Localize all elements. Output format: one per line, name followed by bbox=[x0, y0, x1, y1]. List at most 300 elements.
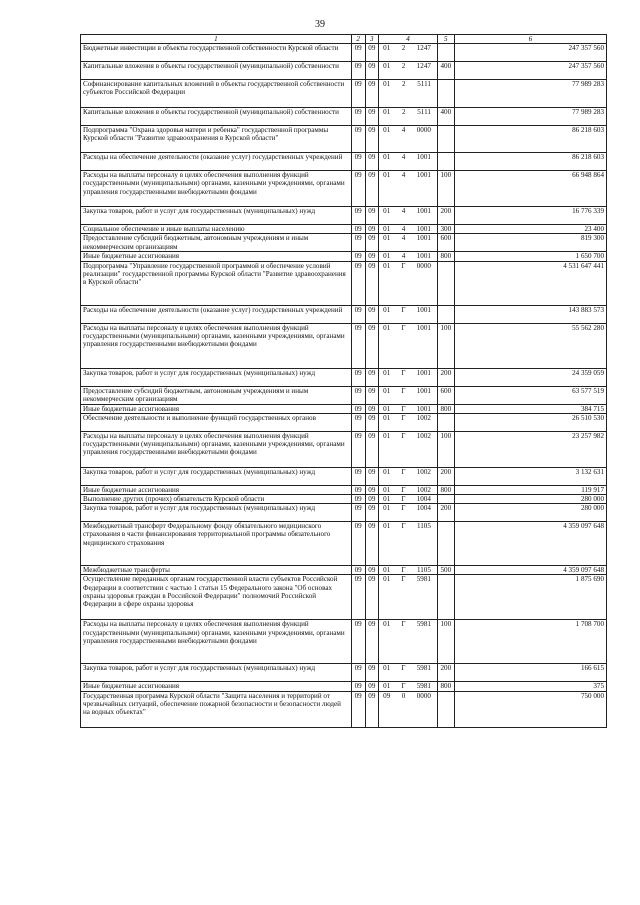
row-code-4-s: Г bbox=[401, 485, 406, 494]
row-code-4 bbox=[379, 620, 438, 664]
row-code-4-s: Г bbox=[401, 467, 406, 476]
row-code-4-p: 01 bbox=[383, 566, 391, 575]
row-code-5 bbox=[437, 522, 454, 566]
row-code-4 bbox=[379, 485, 438, 494]
row-code-4-n: 1002 bbox=[416, 485, 431, 494]
row-name: Иные бюджетные ассигнования bbox=[81, 682, 352, 691]
row-code-4 bbox=[379, 153, 438, 171]
row-code-4-n: 1002 bbox=[416, 413, 431, 422]
row-code-4-n: 5981 bbox=[416, 664, 431, 673]
row-code-5: 800 bbox=[437, 252, 454, 261]
row-name: Закупка товаров, работ и услуг для государственных (муниципальных) нужд bbox=[81, 664, 352, 682]
row-name: Государственная программа Курской области "Защита населения и территорий от чрезвычайных ситуаций, обеспечение пожарной безопасности и безопасности людей на водных объектах" bbox=[81, 691, 352, 727]
row-code-3: 09 bbox=[365, 664, 379, 682]
row-code-2: 09 bbox=[351, 62, 365, 80]
table-row bbox=[81, 504, 607, 522]
row-amount: 247 357 560 bbox=[454, 62, 606, 80]
row-amount: 4 531 647 441 bbox=[454, 261, 606, 305]
row-code-2: 09 bbox=[351, 108, 365, 126]
row-code-4-s: 4 bbox=[401, 207, 406, 216]
row-code-4-n: 1002 bbox=[416, 431, 431, 440]
row-code-2: 09 bbox=[351, 80, 365, 108]
row-amount: 4 359 097 648 bbox=[454, 522, 606, 566]
row-code-4-n: 1004 bbox=[416, 495, 431, 504]
row-code-5: 500 bbox=[437, 566, 454, 575]
row-code-4 bbox=[379, 108, 438, 126]
table-row bbox=[81, 485, 607, 494]
row-amount: 1 708 700 bbox=[454, 620, 606, 664]
row-code-4-n: 1001 bbox=[416, 225, 431, 234]
row-code-2: 09 bbox=[351, 225, 365, 234]
row-code-4-s: 2 bbox=[401, 62, 406, 71]
table-row bbox=[81, 153, 607, 171]
row-code-3: 09 bbox=[365, 44, 379, 62]
row-code-4 bbox=[379, 44, 438, 62]
header-col-5: 5 bbox=[437, 35, 454, 44]
row-name: Подпрограмма "Охрана здоровья матери и ребенка" государственной программы Курской области "Развитие здравоохранения в Курской области" bbox=[81, 126, 352, 153]
row-amount: 77 989 283 bbox=[454, 80, 606, 108]
row-code-4-n: 1001 bbox=[416, 368, 431, 377]
row-name: Предоставление субсидий бюджетным, автономным учреждениям и иным некоммерческим организациям bbox=[81, 386, 352, 404]
table-row bbox=[81, 620, 607, 664]
row-code-2: 09 bbox=[351, 467, 365, 485]
row-code-3: 09 bbox=[365, 108, 379, 126]
row-name: Капитальные вложения в объекты государственной (муниципальной) собственности bbox=[81, 62, 352, 80]
row-name: Иные бюджетные ассигнования bbox=[81, 485, 352, 494]
row-code-3: 09 bbox=[365, 171, 379, 207]
row-code-4-n: 5111 bbox=[417, 80, 431, 89]
row-code-4 bbox=[379, 171, 438, 207]
row-amount: 16 776 339 bbox=[454, 207, 606, 225]
row-code-4-s: 4 bbox=[401, 234, 406, 243]
row-code-3: 09 bbox=[365, 504, 379, 522]
row-code-4-n: 1001 bbox=[416, 386, 431, 395]
row-code-4-p: 01 bbox=[383, 431, 391, 440]
row-name: Осуществление переданных органам государственной власти субъектов Российской Федерации в соответствии с частью 1 статьи 15 Федерального закона "Об основах охраны здоровья граждан в Российской Федерации" полномочий Российской Федерации в сфере охраны здоровья bbox=[81, 575, 352, 620]
row-code-4-p: 01 bbox=[383, 252, 391, 261]
row-name: Закупка товаров, работ и услуг для государственных (муниципальных) нужд bbox=[81, 504, 352, 522]
row-code-4-n: 1247 bbox=[416, 62, 431, 71]
row-code-4-n: 1001 bbox=[416, 305, 431, 314]
table-row bbox=[81, 522, 607, 566]
row-code-4-p: 01 bbox=[383, 153, 391, 162]
row-code-4-p: 01 bbox=[383, 80, 391, 89]
row-code-4-p: 01 bbox=[383, 234, 391, 243]
row-amount: 66 948 864 bbox=[454, 171, 606, 207]
table-row bbox=[81, 62, 607, 80]
row-code-4 bbox=[379, 386, 438, 404]
table-row bbox=[81, 404, 607, 413]
row-amount: 247 357 560 bbox=[454, 44, 606, 62]
row-name: Подпрограмма "Управление государственной программой и обеспечение условий реализации" государственной программы Курской области "Развитие здравоохранения в Курской области" bbox=[81, 261, 352, 305]
row-code-4-p: 01 bbox=[383, 108, 391, 117]
row-code-5: 400 bbox=[437, 62, 454, 80]
row-code-4-s: Г bbox=[401, 261, 406, 270]
row-code-4-p: 01 bbox=[383, 404, 391, 413]
row-code-3: 09 bbox=[365, 252, 379, 261]
table-row bbox=[81, 682, 607, 691]
row-name: Обеспечение деятельности и выполнение функций государственных органов bbox=[81, 413, 352, 431]
row-code-2: 09 bbox=[351, 207, 365, 225]
row-code-4 bbox=[379, 234, 438, 252]
row-code-5: 100 bbox=[437, 620, 454, 664]
row-code-2: 09 bbox=[351, 126, 365, 153]
table-row bbox=[81, 495, 607, 504]
row-code-4-s: Г bbox=[401, 575, 406, 584]
table-row bbox=[81, 225, 607, 234]
row-code-4 bbox=[379, 404, 438, 413]
row-code-4-n: 0000 bbox=[416, 261, 431, 270]
row-name: Иные бюджетные ассигнования bbox=[81, 252, 352, 261]
row-code-4-n: 1001 bbox=[416, 234, 431, 243]
row-code-4-p: 01 bbox=[383, 305, 391, 314]
row-code-2: 09 bbox=[351, 495, 365, 504]
row-code-4 bbox=[379, 62, 438, 80]
table-row bbox=[81, 323, 607, 368]
row-code-2: 09 bbox=[351, 44, 365, 62]
row-code-4 bbox=[379, 305, 438, 323]
row-code-4 bbox=[379, 413, 438, 431]
row-amount: 3 132 631 bbox=[454, 467, 606, 485]
table-row bbox=[81, 80, 607, 108]
row-code-5: 600 bbox=[437, 386, 454, 404]
row-code-2: 09 bbox=[351, 566, 365, 575]
row-code-4-p: 01 bbox=[383, 467, 391, 476]
row-code-2: 09 bbox=[351, 153, 365, 171]
table-row bbox=[81, 171, 607, 207]
row-code-3: 09 bbox=[365, 431, 379, 467]
row-code-4-p: 01 bbox=[383, 171, 391, 180]
row-code-4-p: 01 bbox=[383, 664, 391, 673]
row-name: Межбюджетные трансферты bbox=[81, 566, 352, 575]
row-code-5: 100 bbox=[437, 171, 454, 207]
row-code-5: 300 bbox=[437, 225, 454, 234]
row-code-2: 09 bbox=[351, 431, 365, 467]
row-code-2: 09 bbox=[351, 386, 365, 404]
row-amount: 750 000 bbox=[454, 691, 606, 727]
row-code-4-s: 2 bbox=[401, 108, 406, 117]
row-code-3: 09 bbox=[365, 682, 379, 691]
row-code-4-p: 01 bbox=[383, 495, 391, 504]
row-code-3: 09 bbox=[365, 368, 379, 386]
row-code-5 bbox=[437, 575, 454, 620]
row-amount: 384 715 bbox=[454, 404, 606, 413]
row-code-3: 09 bbox=[365, 261, 379, 305]
row-name: Бюджетные инвестиции в объекты государственной собственности Курской области bbox=[81, 44, 352, 62]
row-code-4-p: 01 bbox=[383, 504, 391, 513]
row-code-3: 09 bbox=[365, 575, 379, 620]
row-code-3: 09 bbox=[365, 495, 379, 504]
row-code-4-n: 1004 bbox=[416, 504, 431, 513]
row-amount: 23 257 982 bbox=[454, 431, 606, 467]
row-code-5: 200 bbox=[437, 207, 454, 225]
row-amount: 1 875 690 bbox=[454, 575, 606, 620]
row-code-2: 09 bbox=[351, 485, 365, 494]
row-code-2: 09 bbox=[351, 404, 365, 413]
row-code-4 bbox=[379, 504, 438, 522]
row-code-2: 09 bbox=[351, 171, 365, 207]
row-code-4-s: 2 bbox=[401, 80, 406, 89]
row-code-2: 09 bbox=[351, 575, 365, 620]
table-row bbox=[81, 234, 607, 252]
row-amount: 280 000 bbox=[454, 495, 606, 504]
row-code-4-n: 1001 bbox=[416, 404, 431, 413]
row-name: Расходы на выплаты персоналу в целях обеспечения выполнения функций государственными (муниципальными) органами, казенными учреждениями, органами управления государственными внебюджетными фондами bbox=[81, 323, 352, 368]
row-code-5 bbox=[437, 80, 454, 108]
row-code-3: 09 bbox=[365, 305, 379, 323]
table-row bbox=[81, 386, 607, 404]
row-code-4-s: 4 bbox=[401, 252, 406, 261]
row-code-4-p: 01 bbox=[383, 126, 391, 135]
row-code-3: 09 bbox=[365, 153, 379, 171]
header-col-6: 6 bbox=[454, 35, 606, 44]
row-code-4 bbox=[379, 682, 438, 691]
row-code-4-s: Г bbox=[401, 431, 406, 440]
row-code-4-n: 5111 bbox=[417, 108, 431, 117]
row-code-4-s: Г bbox=[401, 620, 406, 629]
row-code-4-s: 4 bbox=[401, 225, 406, 234]
row-code-3: 09 bbox=[365, 566, 379, 575]
row-code-5: 400 bbox=[437, 108, 454, 126]
row-code-4 bbox=[379, 495, 438, 504]
table-row bbox=[81, 108, 607, 126]
row-code-4-s: 4 bbox=[401, 153, 406, 162]
table-row bbox=[81, 413, 607, 431]
table-body bbox=[81, 44, 607, 727]
row-code-4-p: 01 bbox=[383, 323, 391, 332]
row-code-5: 200 bbox=[437, 368, 454, 386]
row-name: Расходы на выплаты персоналу в целях обеспечения выполнения функций государственными (муниципальными) органами, казенными учреждениями, органами управления государственными внебюджетными фондами bbox=[81, 171, 352, 207]
row-code-5: 800 bbox=[437, 682, 454, 691]
row-code-2: 09 bbox=[351, 682, 365, 691]
row-code-4-p: 01 bbox=[383, 261, 391, 270]
row-code-2: 09 bbox=[351, 261, 365, 305]
row-amount: 375 bbox=[454, 682, 606, 691]
row-code-5 bbox=[437, 691, 454, 727]
row-code-3: 09 bbox=[365, 323, 379, 368]
row-code-5: 800 bbox=[437, 404, 454, 413]
row-code-4 bbox=[379, 261, 438, 305]
row-code-4 bbox=[379, 664, 438, 682]
row-code-4-p: 01 bbox=[383, 62, 391, 71]
row-code-5 bbox=[437, 44, 454, 62]
row-amount: 63 577 519 bbox=[454, 386, 606, 404]
table-row bbox=[81, 126, 607, 153]
row-code-4 bbox=[379, 691, 438, 727]
row-code-4-s: Г bbox=[401, 368, 406, 377]
row-name: Расходы на выплаты персоналу в целях обеспечения выполнения функций государственными (муниципальными) органами, казенными учреждениями, органами управления государственными внебюджетными фондами bbox=[81, 620, 352, 664]
row-code-3: 09 bbox=[365, 386, 379, 404]
row-code-2: 09 bbox=[351, 368, 365, 386]
row-name: Расходы на обеспечение деятельности (оказание услуг) государственных учреждений bbox=[81, 153, 352, 171]
row-code-2: 09 bbox=[351, 691, 365, 727]
row-code-4 bbox=[379, 467, 438, 485]
row-code-4 bbox=[379, 522, 438, 566]
row-code-3: 09 bbox=[365, 126, 379, 153]
row-amount: 280 000 bbox=[454, 504, 606, 522]
row-code-5 bbox=[437, 126, 454, 153]
row-code-5 bbox=[437, 153, 454, 171]
row-amount: 77 989 283 bbox=[454, 108, 606, 126]
table-row bbox=[81, 252, 607, 261]
row-code-2: 09 bbox=[351, 305, 365, 323]
table-row bbox=[81, 368, 607, 386]
row-code-4-n: 1001 bbox=[416, 323, 431, 332]
budget-table bbox=[80, 34, 607, 728]
row-amount: 86 218 603 bbox=[454, 153, 606, 171]
row-code-4-p: 01 bbox=[383, 368, 391, 377]
row-code-4 bbox=[379, 566, 438, 575]
row-code-4 bbox=[379, 252, 438, 261]
row-code-4 bbox=[379, 368, 438, 386]
row-amount: 1 650 700 bbox=[454, 252, 606, 261]
row-code-4-n: 1001 bbox=[416, 153, 431, 162]
table-row bbox=[81, 691, 607, 727]
row-code-4-n: 0000 bbox=[416, 126, 431, 135]
row-code-3: 09 bbox=[365, 467, 379, 485]
row-code-5: 200 bbox=[437, 504, 454, 522]
row-code-4 bbox=[379, 225, 438, 234]
row-code-2: 09 bbox=[351, 522, 365, 566]
row-code-5 bbox=[437, 495, 454, 504]
row-code-4 bbox=[379, 431, 438, 467]
row-name: Закупка товаров, работ и услуг для государственных (муниципальных) нужд bbox=[81, 467, 352, 485]
row-code-4-s: Г bbox=[401, 305, 406, 314]
row-code-4-p: 01 bbox=[383, 207, 391, 216]
table-row bbox=[81, 664, 607, 682]
row-code-4-p: 01 bbox=[383, 44, 391, 53]
row-name: Расходы на выплаты персоналу в целях обеспечения выполнения функций государственными (муниципальными) органами, казенными учреждениями, органами управления государственными внебюджетными фондами bbox=[81, 431, 352, 467]
row-code-2: 09 bbox=[351, 620, 365, 664]
row-name: Софинансирование капитальных вложений в объекты государственной собственности субъектов Российской Федерации bbox=[81, 80, 352, 108]
row-name: Социальное обеспечение и иные выплаты населению bbox=[81, 225, 352, 234]
row-code-5: 100 bbox=[437, 323, 454, 368]
row-code-4-n: 1105 bbox=[416, 522, 431, 531]
row-code-2: 09 bbox=[351, 252, 365, 261]
row-code-4-s: Г bbox=[401, 504, 406, 513]
row-code-4-s: Г bbox=[401, 404, 406, 413]
row-code-4-s: Г bbox=[401, 522, 406, 531]
row-code-3: 09 bbox=[365, 62, 379, 80]
row-code-4-s: Г bbox=[401, 664, 406, 673]
row-code-2: 09 bbox=[351, 234, 365, 252]
row-code-3: 09 bbox=[365, 485, 379, 494]
row-code-5: 600 bbox=[437, 234, 454, 252]
row-amount: 26 510 530 bbox=[454, 413, 606, 431]
row-code-5 bbox=[437, 261, 454, 305]
row-code-5: 200 bbox=[437, 664, 454, 682]
table-row bbox=[81, 261, 607, 305]
row-name: Иные бюджетные ассигнования bbox=[81, 404, 352, 413]
row-code-4 bbox=[379, 80, 438, 108]
table-row bbox=[81, 467, 607, 485]
row-code-4-n: 1001 bbox=[416, 207, 431, 216]
row-name: Расходы на обеспечение деятельности (оказание услуг) государственных учреждений bbox=[81, 305, 352, 323]
row-amount: 24 359 059 bbox=[454, 368, 606, 386]
row-code-4-s: 4 bbox=[401, 171, 406, 180]
row-name: Межбюджетный трансферт Федеральному фонду обязательного медицинского страхования в части финансирования территориальной программы обязательного медицинского страхования bbox=[81, 522, 352, 566]
row-code-3: 09 bbox=[365, 234, 379, 252]
row-code-3: 09 bbox=[365, 691, 379, 727]
row-code-4-n: 0000 bbox=[416, 691, 431, 700]
row-code-4-s: Г bbox=[401, 413, 406, 422]
row-amount: 119 917 bbox=[454, 485, 606, 494]
row-code-2: 09 bbox=[351, 504, 365, 522]
row-name: Закупка товаров, работ и услуг для государственных (муниципальных) нужд bbox=[81, 207, 352, 225]
header-col-3: 3 bbox=[365, 35, 379, 44]
row-amount: 23 400 bbox=[454, 225, 606, 234]
row-code-3: 09 bbox=[365, 404, 379, 413]
row-code-4-n: 5981 bbox=[416, 620, 431, 629]
row-code-4-p: 01 bbox=[383, 386, 391, 395]
row-amount: 4 359 097 648 bbox=[454, 566, 606, 575]
table-row bbox=[81, 431, 607, 467]
row-code-3: 09 bbox=[365, 207, 379, 225]
row-code-4 bbox=[379, 575, 438, 620]
row-code-3: 09 bbox=[365, 80, 379, 108]
row-code-4-p: 01 bbox=[383, 522, 391, 531]
row-code-4-s: 4 bbox=[401, 126, 406, 135]
row-code-4 bbox=[379, 207, 438, 225]
row-code-4-p: 01 bbox=[383, 682, 391, 691]
table-row bbox=[81, 566, 607, 575]
row-code-4-p: 01 bbox=[383, 413, 391, 422]
row-code-2: 09 bbox=[351, 323, 365, 368]
row-name: Предоставление субсидий бюджетным, автономным учреждениям и иным некоммерческим организациям bbox=[81, 234, 352, 252]
row-code-4-s: Г bbox=[401, 386, 406, 395]
row-amount: 55 562 280 bbox=[454, 323, 606, 368]
row-code-4-s: Г bbox=[401, 323, 406, 332]
row-amount: 86 218 603 bbox=[454, 126, 606, 153]
row-code-4-n: 1002 bbox=[416, 467, 431, 476]
row-code-4-s: 0 bbox=[401, 691, 406, 700]
row-amount: 166 615 bbox=[454, 664, 606, 682]
table-row bbox=[81, 44, 607, 62]
row-code-5: 100 bbox=[437, 431, 454, 467]
table-row bbox=[81, 207, 607, 225]
row-name: Капитальные вложения в объекты государственной (муниципальной) собственности bbox=[81, 108, 352, 126]
row-amount: 143 883 573 bbox=[454, 305, 606, 323]
table-row bbox=[81, 575, 607, 620]
row-code-4 bbox=[379, 323, 438, 368]
row-code-4-s: Г bbox=[401, 566, 406, 575]
row-code-5: 200 bbox=[437, 467, 454, 485]
row-code-4-n: 5981 bbox=[416, 682, 431, 691]
row-code-5: 800 bbox=[437, 485, 454, 494]
row-code-4-s: 2 bbox=[401, 44, 406, 53]
table-row bbox=[81, 305, 607, 323]
row-code-4-p: 01 bbox=[383, 225, 391, 234]
row-code-3: 09 bbox=[365, 620, 379, 664]
row-code-4-p: 01 bbox=[383, 485, 391, 494]
header-col-4: 4 bbox=[379, 35, 438, 44]
row-code-2: 09 bbox=[351, 664, 365, 682]
row-code-4-n: 1001 bbox=[416, 252, 431, 261]
row-code-4-p: 01 bbox=[383, 575, 391, 584]
row-code-5 bbox=[437, 305, 454, 323]
row-code-3: 09 bbox=[365, 522, 379, 566]
row-code-4-p: 09 bbox=[383, 691, 391, 700]
row-code-4-s: Г bbox=[401, 682, 406, 691]
row-code-5 bbox=[437, 413, 454, 431]
row-code-2: 09 bbox=[351, 413, 365, 431]
header-col-1: 1 bbox=[81, 35, 352, 44]
row-code-3: 09 bbox=[365, 413, 379, 431]
table-header-row bbox=[81, 35, 607, 44]
row-name: Закупка товаров, работ и услуг для государственных (муниципальных) нужд bbox=[81, 368, 352, 386]
row-code-4-n: 1105 bbox=[416, 566, 431, 575]
row-code-4-n: 5981 bbox=[416, 575, 431, 584]
